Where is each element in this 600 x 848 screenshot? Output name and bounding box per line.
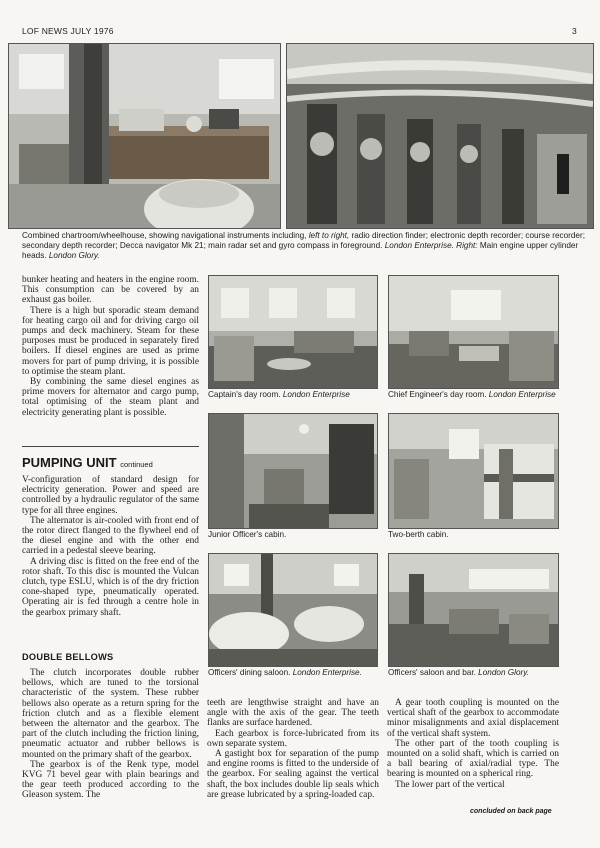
continuation-note: concluded on back page — [470, 808, 552, 815]
paragraph: There is a high but sporadic steam demand for heating cargo oil and for driving cargo oil pumps and deck machinery. Steam for these purposes must be produced in separately fired boilers. If diesel engines are used as prime movers for part of pump driving, it is possible to optimise the steam plant. — [22, 305, 199, 377]
paragraph: bunker heating and heaters in the engine room. This consumption can be covered by an exhaust gas boiler. — [22, 275, 199, 306]
col1-bottom-text — [22, 668, 199, 801]
paragraph: The clutch incorporates double rubber bellows, which are tuned to the torsional characteristic of the system. These rubber bellows also operate as a return spring for the friction clutch and as a flexible element between the alternator and the gearbox. The part of the clutch including the friction lining, pneumatic actuator and rubber bellows is mounted on the primary shaft of the gearbox. — [22, 668, 199, 760]
officers-saloon-bar-photo — [388, 553, 559, 667]
page-number: 3 — [572, 26, 577, 36]
section-divider — [22, 446, 199, 447]
captain-day-room-photo — [208, 275, 378, 389]
double-bellows-heading: DOUBLE BELLOWS — [22, 652, 114, 662]
paragraph: The gearbox is of the Renk type, model KVG 71 bevel gear with plain bearings and the gear teeth produced according to the Gleason system. The — [22, 759, 199, 801]
paragraph: Each gearbox is force-lubricated from its own separate system. — [207, 728, 379, 749]
publication-header: LOF NEWS JULY 1976 — [22, 26, 114, 36]
pumping-unit-heading: PUMPING UNIT continued — [22, 455, 153, 470]
paragraph: teeth are lengthwise straight and have an angle with the axis of the gear. The teeth flanks are surface hardened. — [207, 698, 379, 729]
paragraph: The other part of the tooth coupling is mounted on a solid shaft, which is carried on a ball bearing of axial/radial type. The bearing is mounted on a spherical ring. — [387, 738, 559, 780]
chartroom-photo — [8, 43, 281, 229]
two-berth-cabin-photo — [388, 413, 559, 529]
top-photo-caption: Combined chartroom/wheelhouse, showing navigational instruments including, left to right, radio direction finder; electronic depth recorder; course recorder; secondary depth recorder; Decca navigator Mk 21; main radar set and gyro compass in foreground. London Enterprise. Right: Main engine upper cylinder heads. London Glory. — [22, 231, 585, 260]
paragraph: V-configuration of standard design for electricity generation. Power and speed are controlled by a hydraulic regulator of the same type for all three engines. — [22, 475, 199, 516]
saloon-bar-caption: Officers' saloon and bar. London Glory. — [388, 668, 529, 677]
paragraph: The alternator is air-cooled with front end of the rotor direct flanged to the flywheel end of the diesel engine and with the other end carried in a pedestal sleeve bearing. — [22, 515, 199, 557]
dining-saloon-caption: Officers' dining saloon. London Enterprise. — [208, 668, 362, 677]
captain-day-room-caption: Captain's day room. London Enterprise — [208, 390, 350, 399]
junior-officer-caption: Junior Officer's cabin. — [208, 530, 287, 539]
col2-bottom-text — [207, 698, 379, 800]
col3-bottom-text — [387, 698, 559, 790]
col1-mid-text — [22, 475, 199, 618]
paragraph: A gastight box for separation of the pump and engine rooms is fitted to the underside of the gearbox. For sealing against the vertical shaft, the box includes double lip seals which are grease lubricated by a spring-loaded cap. — [207, 749, 379, 800]
junior-officer-cabin-photo — [208, 413, 378, 529]
paragraph: By combining the same diesel engines as prime movers for alternator and cargo pump, total optimising of the steam plant and electricity generating plant is possible. — [22, 377, 199, 418]
chief-engineer-day-room-photo — [388, 275, 559, 389]
paragraph: A driving disc is fitted on the free end of the rotor shaft. To this disc is mounted the Vulcan clutch, type ESLU, which is of the dry friction cone-shaped type, pneumatically operated. Operating air is fed through a centre hole in the gearbox primary shaft. — [22, 556, 199, 618]
chief-engineer-caption: Chief Engineer's day room. London Enterprise — [388, 390, 556, 399]
paragraph: The lower part of the vertical — [395, 779, 505, 790]
col1-top-text — [22, 275, 199, 418]
engine-room-photo — [286, 43, 594, 229]
paragraph: A gear tooth coupling is mounted on the vertical shaft of the gearbox to accommodate minor misalignments and axial displacement of the vertical shaft system. — [387, 698, 559, 739]
officers-dining-saloon-photo — [208, 553, 378, 667]
two-berth-caption: Two-berth cabin. — [388, 530, 449, 539]
